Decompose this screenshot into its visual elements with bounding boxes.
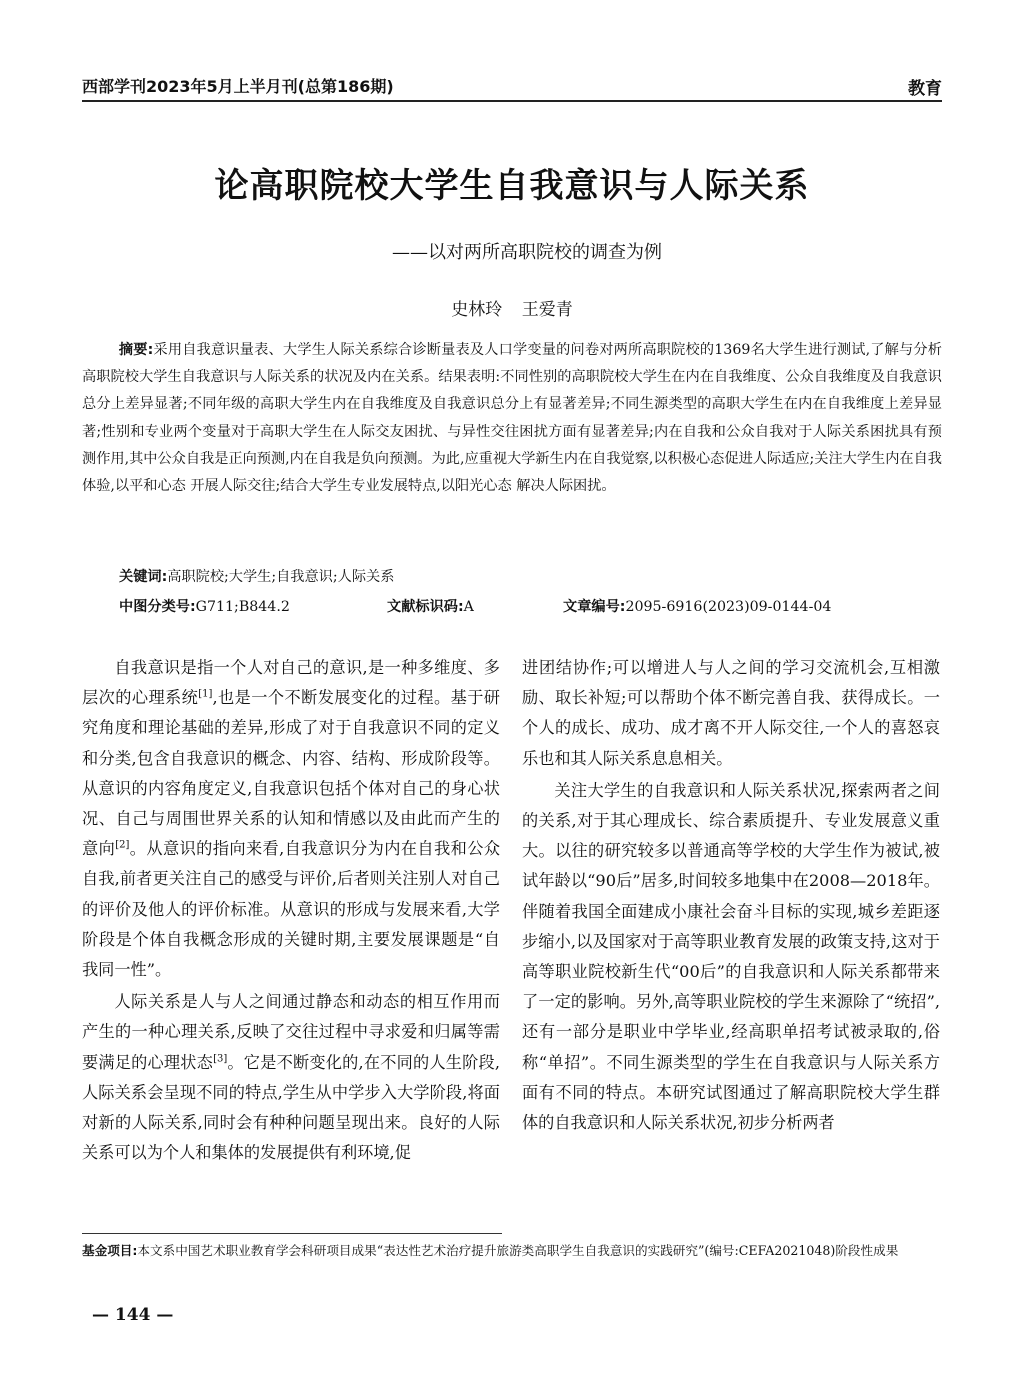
clc-code	[119, 596, 290, 616]
body-paragraph: 进团结协作;可以增进人与人之间的学习交流机会,互相激励、取长补短;可以帮助个体不断完善自我、获得成长。一个人的成长、成功、成才离不开人际交往,一个人的喜怒哀乐也和其人际关系息息相关。	[522, 658, 940, 768]
footnote-label: 基金项目:	[82, 1243, 138, 1258]
article-subtitle: ——以对两所高职院校的调查为例	[392, 242, 662, 263]
abstract-text: 采用自我意识量表、大学生人际关系综合诊断量表及人口学变量的问卷对两所高职院校的1369名大学生进行测试,了解与分析高职院校大学生自我意识与人际关系的状况及内在关系。结果表明:不同性别的高职院校大学生在内在自我维度、公众自我维度及自我意识总分上差异显著;不同年级的高职大学生内在自我维度及自我意识总分上有显著差异;不同生源类型的高职大学生在内在自我维度上差异显著;性别和专业两个变量对于高职大学生在人际交友困扰、与异性交往困扰方面有显著差异;内在自我和公众自我对于人际关系困扰具有预测作用,其中公众自我是正向预测,内在自我是负向预测。为此,应重视大学新生内在自我觉察,以积极心态促进人际适应;关注大学生内在自我体验,以平和心态 开展人际交往;结合大学生专业发展特点,以阳光心态 解决人际困扰。	[82, 342, 942, 495]
body-column-right	[522, 653, 940, 1138]
article-authors: 史林玲 王爱青	[451, 300, 573, 320]
body-column-left	[82, 653, 500, 1168]
article-number-label: 文章编号:	[563, 599, 626, 615]
footnote-divider	[82, 1233, 502, 1234]
footnote-text: 本文系中国艺术职业教育学会科研项目成果“表达性艺术治疗提升旅游类高职学生自我意识的实践研究”(编号:CEFA2021048)阶段性成果	[137, 1243, 899, 1258]
document-code-label: 文献标识码:	[387, 599, 464, 615]
document-code	[387, 596, 474, 616]
keywords	[119, 566, 394, 586]
keywords-label: 关键词:	[119, 569, 168, 585]
section-label: 教育	[908, 79, 942, 99]
article-number	[563, 596, 831, 616]
keywords-text: 高职院校;大学生;自我意识;人际关系	[167, 569, 395, 585]
clc-label: 中图分类号:	[119, 599, 196, 615]
body-paragraph: 自我意识是指一个人对自己的意识,是一种多维度、多层次的心理系统[1],也是一个不断发展变化的过程。基于研究角度和理论基础的差异,形成了对于自我意识不同的定义和分类,包含自我意识的概念、内容、结构、形成阶段等。从意识的内容角度定义,自我意识包括个体对自己的身心状况、自己与周围世界关系的认知和情感以及由此而产生的意向[2]。从意识的指向来看,自我意识分为内在自我和公众自我,前者更关注自己的感受与评价,后者则关注别人对自己的评价及他人的评价标准。从意识的形成与发展来看,大学阶段是个体自我概念形成的关键时期,主要发展课题是“自我同一性”。	[82, 658, 501, 980]
document-code-value: A	[463, 599, 474, 615]
classification-info	[119, 596, 919, 620]
article-number-value: 2095-6916(2023)09-0144-04	[625, 599, 832, 615]
citation: [1]	[198, 688, 213, 700]
clc-value: G711;B844.2	[195, 599, 290, 615]
citation: [3]	[213, 1053, 228, 1065]
citation: [2]	[115, 839, 130, 851]
body-paragraph: 关注大学生的自我意识和人际关系状况,探索两者之间的关系,对于其心理成长、综合素质提升、专业发展意义重大。以往的研究较多以普通高等学校的大学生作为被试,被试年龄以“90后”居多,时间较多地集中在2008—2018年。伴随着我国全面建成小康社会奋斗目标的实现,城乡差距逐步缩小,以及国家对于高等职业教育发展的政策支持,这对于高等职业院校新生代“00后”的自我意识和人际关系都带来了一定的影响。另外,高等职业院校的学生来源除了“统招”,还有一部分是职业中学毕业,经高职单招考试被录取的,俗称“单招”。不同生源类型的学生在自我意识与人际关系方面有不同的特点。本研究试图通过了解高职院校大学生群体的自我意识和人际关系状况,初步分析两者	[522, 780, 940, 1133]
article-title: 论高职院校大学生自我意识与人际关系	[214, 166, 810, 206]
page-number: — 144 —	[92, 1305, 174, 1325]
funding-footnote	[82, 1240, 942, 1261]
body-paragraph: 人际关系是人与人之间通过静态和动态的相互作用而产生的一种心理关系,反映了交往过程中寻求爱和归属等需要满足的心理状态[3]。它是不断变化的,在不同的人生阶段,人际关系会呈现不同的特点,学生从中学步入大学阶段,将面对新的人际关系,同时会有种种问题呈现出来。良好的人际关系可以为个人和集体的发展提供有利环境,促	[82, 992, 501, 1163]
journal-issue: 西部学刊2023年5月上半月刊(总第186期)	[82, 77, 394, 96]
running-header	[82, 72, 942, 102]
abstract-label: 摘要:	[118, 342, 154, 358]
abstract	[82, 337, 942, 500]
